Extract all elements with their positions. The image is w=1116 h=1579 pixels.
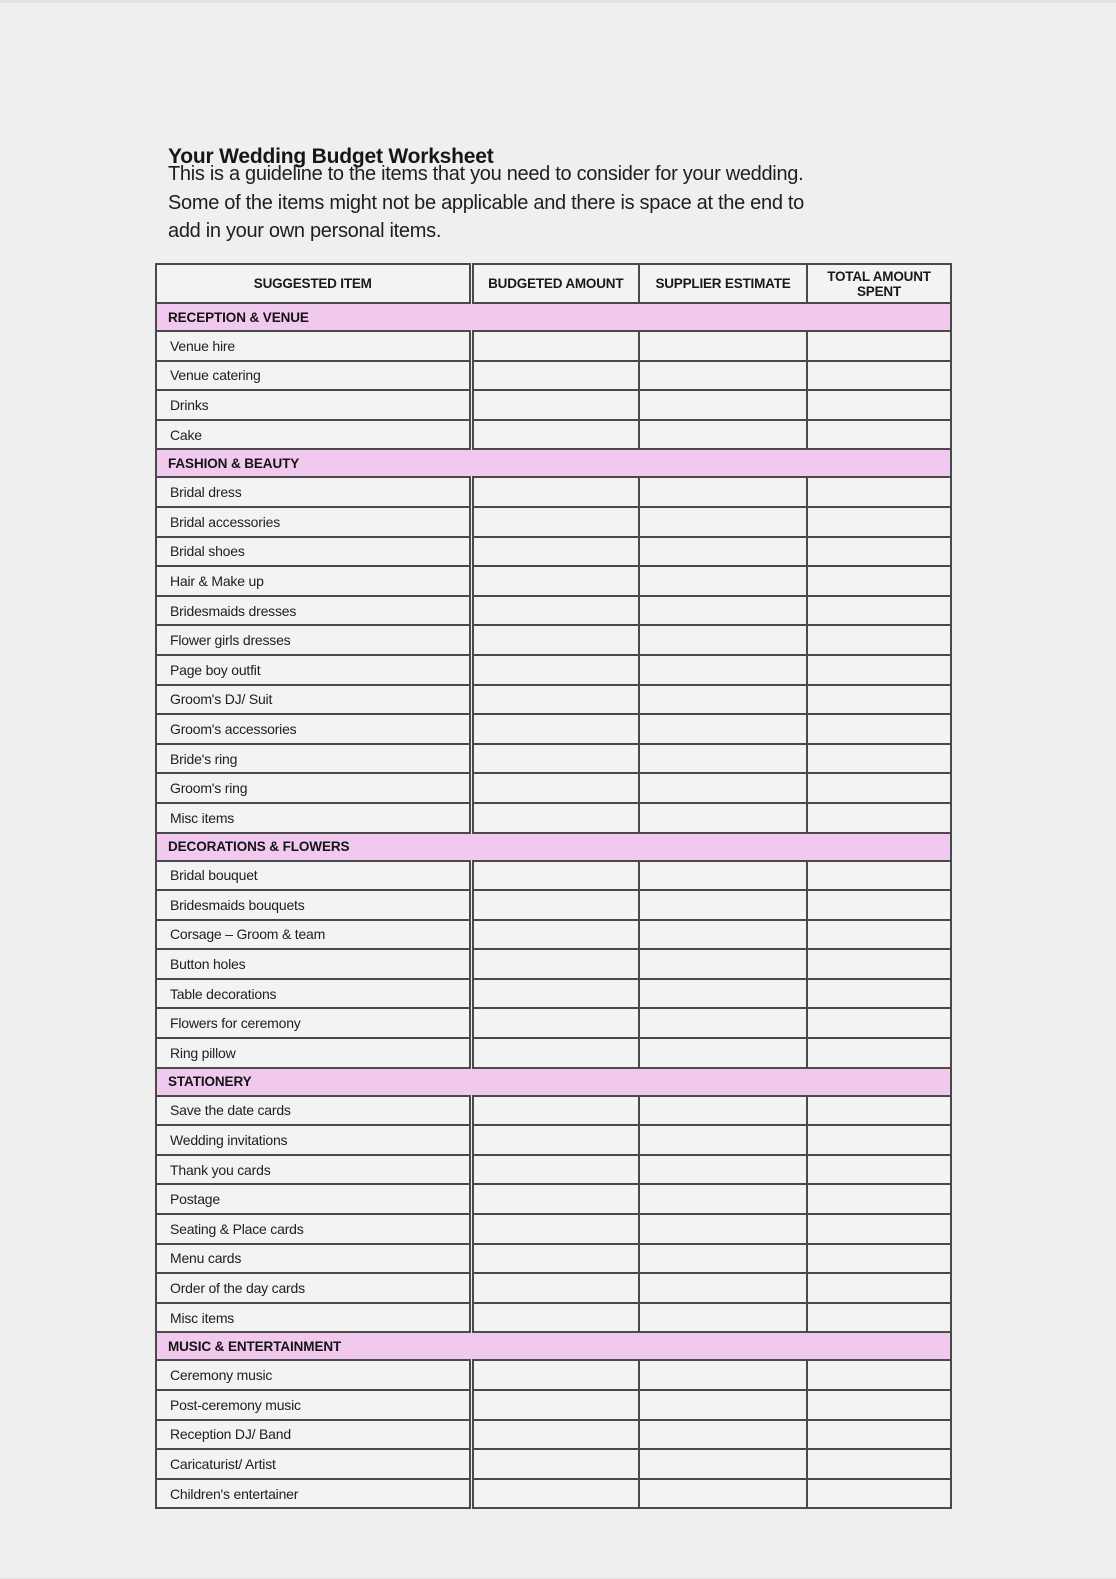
table-row: [156, 1420, 951, 1450]
budgeted-amount-cell: [471, 1449, 639, 1479]
total-amount-spent-cell: [807, 390, 951, 420]
item-name-cell: Menu cards: [156, 1244, 471, 1274]
supplier-estimate-cell: [639, 1214, 807, 1244]
table-row: [156, 1449, 951, 1479]
item-name-cell: Ceremony music: [156, 1360, 471, 1390]
total-amount-spent-cell: [807, 685, 951, 715]
budgeted-amount-cell: [471, 537, 639, 567]
item-name-cell: Seating & Place cards: [156, 1214, 471, 1244]
table-row: [156, 390, 951, 420]
table-row: [156, 773, 951, 803]
total-amount-spent-cell: [807, 1303, 951, 1333]
supplier-estimate-cell: [639, 477, 807, 507]
budgeted-amount-cell: [471, 773, 639, 803]
supplier-estimate-cell: [639, 1096, 807, 1126]
item-name-cell: Groom's ring: [156, 773, 471, 803]
table-row: [156, 803, 951, 833]
total-amount-spent-cell: [807, 773, 951, 803]
supplier-estimate-cell: [639, 979, 807, 1009]
supplier-estimate-cell: [639, 1184, 807, 1214]
total-amount-spent-cell: [807, 1479, 951, 1509]
item-name-cell: Bridal shoes: [156, 537, 471, 567]
table-row: [156, 1184, 951, 1214]
budgeted-amount-cell: [471, 1244, 639, 1274]
supplier-estimate-cell: [639, 1008, 807, 1038]
supplier-estimate-cell: [639, 1303, 807, 1333]
section-row: [156, 1332, 951, 1360]
supplier-estimate-cell: [639, 1038, 807, 1068]
total-amount-spent-cell: [807, 1420, 951, 1450]
table-row: [156, 655, 951, 685]
total-amount-spent-cell: [807, 1390, 951, 1420]
section-row: [156, 833, 951, 861]
budgeted-amount-cell: [471, 1155, 639, 1185]
supplier-estimate-cell: [639, 625, 807, 655]
total-amount-spent-cell: [807, 1155, 951, 1185]
table-row: [156, 1125, 951, 1155]
table-row: [156, 979, 951, 1009]
supplier-estimate-cell: [639, 1273, 807, 1303]
item-name-cell: Bridal bouquet: [156, 861, 471, 891]
budgeted-amount-cell: [471, 566, 639, 596]
budgeted-amount-cell: [471, 625, 639, 655]
table-row: [156, 744, 951, 774]
item-name-cell: Children's entertainer: [156, 1479, 471, 1509]
table-row: [156, 331, 951, 361]
table-row: [156, 625, 951, 655]
total-amount-spent-cell: [807, 331, 951, 361]
item-name-cell: Page boy outfit: [156, 655, 471, 685]
table-row: [156, 861, 951, 891]
budgeted-amount-cell: [471, 420, 639, 450]
budgeted-amount-cell: [471, 1038, 639, 1068]
total-amount-spent-cell: [807, 1244, 951, 1274]
budgeted-amount-cell: [471, 949, 639, 979]
item-name-cell: Bridal dress: [156, 477, 471, 507]
item-name-cell: Groom's accessories: [156, 714, 471, 744]
item-name-cell: Bridal accessories: [156, 507, 471, 537]
item-name-cell: Button holes: [156, 949, 471, 979]
total-amount-spent-cell: [807, 655, 951, 685]
item-name-cell: Reception DJ/ Band: [156, 1420, 471, 1450]
intro-line-2: Some of the items might not be applicable and there is space at the end to: [168, 191, 804, 214]
total-amount-spent-cell: [807, 979, 951, 1009]
total-amount-spent-cell: [807, 477, 951, 507]
table-row: [156, 566, 951, 596]
budgeted-amount-cell: [471, 890, 639, 920]
table-row: [156, 1155, 951, 1185]
budgeted-amount-cell: [471, 596, 639, 626]
table-row: [156, 1390, 951, 1420]
supplier-estimate-cell: [639, 803, 807, 833]
budgeted-amount-cell: [471, 979, 639, 1009]
item-name-cell: Bridesmaids dresses: [156, 596, 471, 626]
total-amount-spent-cell: [807, 596, 951, 626]
supplier-estimate-cell: [639, 1479, 807, 1509]
supplier-estimate-cell: [639, 420, 807, 450]
budgeted-amount-cell: [471, 477, 639, 507]
section-row: [156, 303, 951, 331]
section-header: STATIONERY: [156, 1068, 951, 1096]
supplier-estimate-cell: [639, 1244, 807, 1274]
total-amount-spent-cell: [807, 625, 951, 655]
supplier-estimate-cell: [639, 596, 807, 626]
budgeted-amount-cell: [471, 1390, 639, 1420]
supplier-estimate-cell: [639, 331, 807, 361]
total-amount-spent-cell: [807, 361, 951, 391]
budgeted-amount-cell: [471, 1479, 639, 1509]
budgeted-amount-cell: [471, 390, 639, 420]
table-row: [156, 420, 951, 450]
table-row: [156, 685, 951, 715]
table-row: [156, 1008, 951, 1038]
budgeted-amount-cell: [471, 1360, 639, 1390]
total-amount-spent-cell: [807, 1008, 951, 1038]
budgeted-amount-cell: [471, 1096, 639, 1126]
item-name-cell: Flower girls dresses: [156, 625, 471, 655]
total-amount-spent-cell: [807, 803, 951, 833]
item-name-cell: Post-ceremony music: [156, 1390, 471, 1420]
budgeted-amount-cell: [471, 331, 639, 361]
item-name-cell: Bridesmaids bouquets: [156, 890, 471, 920]
total-amount-spent-cell: [807, 1360, 951, 1390]
table-row: [156, 1360, 951, 1390]
item-name-cell: Hair & Make up: [156, 566, 471, 596]
table-row: [156, 1214, 951, 1244]
supplier-estimate-cell: [639, 1390, 807, 1420]
intro-line-1: This is a guideline to the items that you need to consider for your wedding.: [168, 163, 804, 185]
item-name-cell: Groom's DJ/ Suit: [156, 685, 471, 715]
item-name-cell: Caricaturist/ Artist: [156, 1449, 471, 1479]
budgeted-amount-cell: [471, 1184, 639, 1214]
column-header-supplier-estimate: SUPPLIER ESTIMATE: [639, 264, 807, 303]
supplier-estimate-cell: [639, 1125, 807, 1155]
supplier-estimate-cell: [639, 1420, 807, 1450]
table-row: [156, 890, 951, 920]
page-title: Your Wedding Budget Worksheet: [168, 145, 494, 169]
section-header: RECEPTION & VENUE: [156, 303, 951, 331]
table-row: [156, 477, 951, 507]
section-header: FASHION & BEAUTY: [156, 449, 951, 477]
supplier-estimate-cell: [639, 566, 807, 596]
total-amount-spent-cell: [807, 1096, 951, 1126]
section-header: MUSIC & ENTERTAINMENT: [156, 1332, 951, 1360]
item-name-cell: Misc items: [156, 803, 471, 833]
total-amount-spent-cell: [807, 566, 951, 596]
budgeted-amount-cell: [471, 685, 639, 715]
item-name-cell: Bride's ring: [156, 744, 471, 774]
budgeted-amount-cell: [471, 655, 639, 685]
item-name-cell: Misc items: [156, 1303, 471, 1333]
supplier-estimate-cell: [639, 714, 807, 744]
item-name-cell: Drinks: [156, 390, 471, 420]
budgeted-amount-cell: [471, 744, 639, 774]
budgeted-amount-cell: [471, 1273, 639, 1303]
table-row: [156, 1273, 951, 1303]
table-row: [156, 1479, 951, 1509]
supplier-estimate-cell: [639, 773, 807, 803]
item-name-cell: Cake: [156, 420, 471, 450]
scan-edge-top: [0, 0, 1116, 3]
supplier-estimate-cell: [639, 890, 807, 920]
item-name-cell: Postage: [156, 1184, 471, 1214]
budgeted-amount-cell: [471, 803, 639, 833]
budgeted-amount-cell: [471, 1008, 639, 1038]
item-name-cell: Wedding invitations: [156, 1125, 471, 1155]
table-row: [156, 1303, 951, 1333]
budgeted-amount-cell: [471, 1125, 639, 1155]
total-amount-spent-cell: [807, 1449, 951, 1479]
supplier-estimate-cell: [639, 1449, 807, 1479]
total-amount-spent-cell: [807, 920, 951, 950]
budgeted-amount-cell: [471, 920, 639, 950]
budgeted-amount-cell: [471, 1420, 639, 1450]
budgeted-amount-cell: [471, 507, 639, 537]
total-amount-spent-cell: [807, 890, 951, 920]
total-amount-spent-cell: [807, 1273, 951, 1303]
item-name-cell: Table decorations: [156, 979, 471, 1009]
total-amount-spent-cell: [807, 744, 951, 774]
column-header-budgeted-amount: BUDGETED AMOUNT: [471, 264, 639, 303]
budgeted-amount-cell: [471, 1214, 639, 1244]
supplier-estimate-cell: [639, 861, 807, 891]
total-amount-spent-cell: [807, 1184, 951, 1214]
supplier-estimate-cell: [639, 537, 807, 567]
total-amount-spent-cell: [807, 1125, 951, 1155]
table-row: [156, 1244, 951, 1274]
table-header-row: [156, 264, 951, 303]
supplier-estimate-cell: [639, 1360, 807, 1390]
item-name-cell: Order of the day cards: [156, 1273, 471, 1303]
supplier-estimate-cell: [639, 361, 807, 391]
table-row: [156, 596, 951, 626]
table-row: [156, 1038, 951, 1068]
supplier-estimate-cell: [639, 949, 807, 979]
total-amount-spent-cell: [807, 714, 951, 744]
table-row: [156, 361, 951, 391]
supplier-estimate-cell: [639, 685, 807, 715]
item-name-cell: Ring pillow: [156, 1038, 471, 1068]
total-amount-spent-cell: [807, 1214, 951, 1244]
supplier-estimate-cell: [639, 655, 807, 685]
supplier-estimate-cell: [639, 390, 807, 420]
intro-paragraph: [168, 160, 804, 246]
item-name-cell: Corsage – Groom & team: [156, 920, 471, 950]
table-row: [156, 949, 951, 979]
budgeted-amount-cell: [471, 361, 639, 391]
item-name-cell: Venue catering: [156, 361, 471, 391]
table-row: [156, 537, 951, 567]
column-header-total-amount-spent: TOTAL AMOUNT SPENT: [807, 264, 951, 303]
item-name-cell: Flowers for ceremony: [156, 1008, 471, 1038]
budgeted-amount-cell: [471, 861, 639, 891]
total-amount-spent-cell: [807, 949, 951, 979]
section-row: [156, 1068, 951, 1096]
total-amount-spent-cell: [807, 537, 951, 567]
supplier-estimate-cell: [639, 507, 807, 537]
item-name-cell: Save the date cards: [156, 1096, 471, 1126]
total-amount-spent-cell: [807, 1038, 951, 1068]
table-row: [156, 1096, 951, 1126]
table-row: [156, 920, 951, 950]
item-name-cell: Venue hire: [156, 331, 471, 361]
supplier-estimate-cell: [639, 744, 807, 774]
supplier-estimate-cell: [639, 920, 807, 950]
item-name-cell: Thank you cards: [156, 1155, 471, 1185]
section-row: [156, 449, 951, 477]
intro-line-3: add in your own personal items.: [168, 220, 442, 242]
column-header-suggested-item: SUGGESTED ITEM: [156, 264, 471, 303]
supplier-estimate-cell: [639, 1155, 807, 1185]
budgeted-amount-cell: [471, 1303, 639, 1333]
table-row: [156, 507, 951, 537]
section-header: DECORATIONS & FLOWERS: [156, 833, 951, 861]
total-amount-spent-cell: [807, 861, 951, 891]
total-amount-spent-cell: [807, 507, 951, 537]
budget-table: [155, 263, 952, 1509]
total-amount-spent-cell: [807, 420, 951, 450]
table-row: [156, 714, 951, 744]
budgeted-amount-cell: [471, 714, 639, 744]
